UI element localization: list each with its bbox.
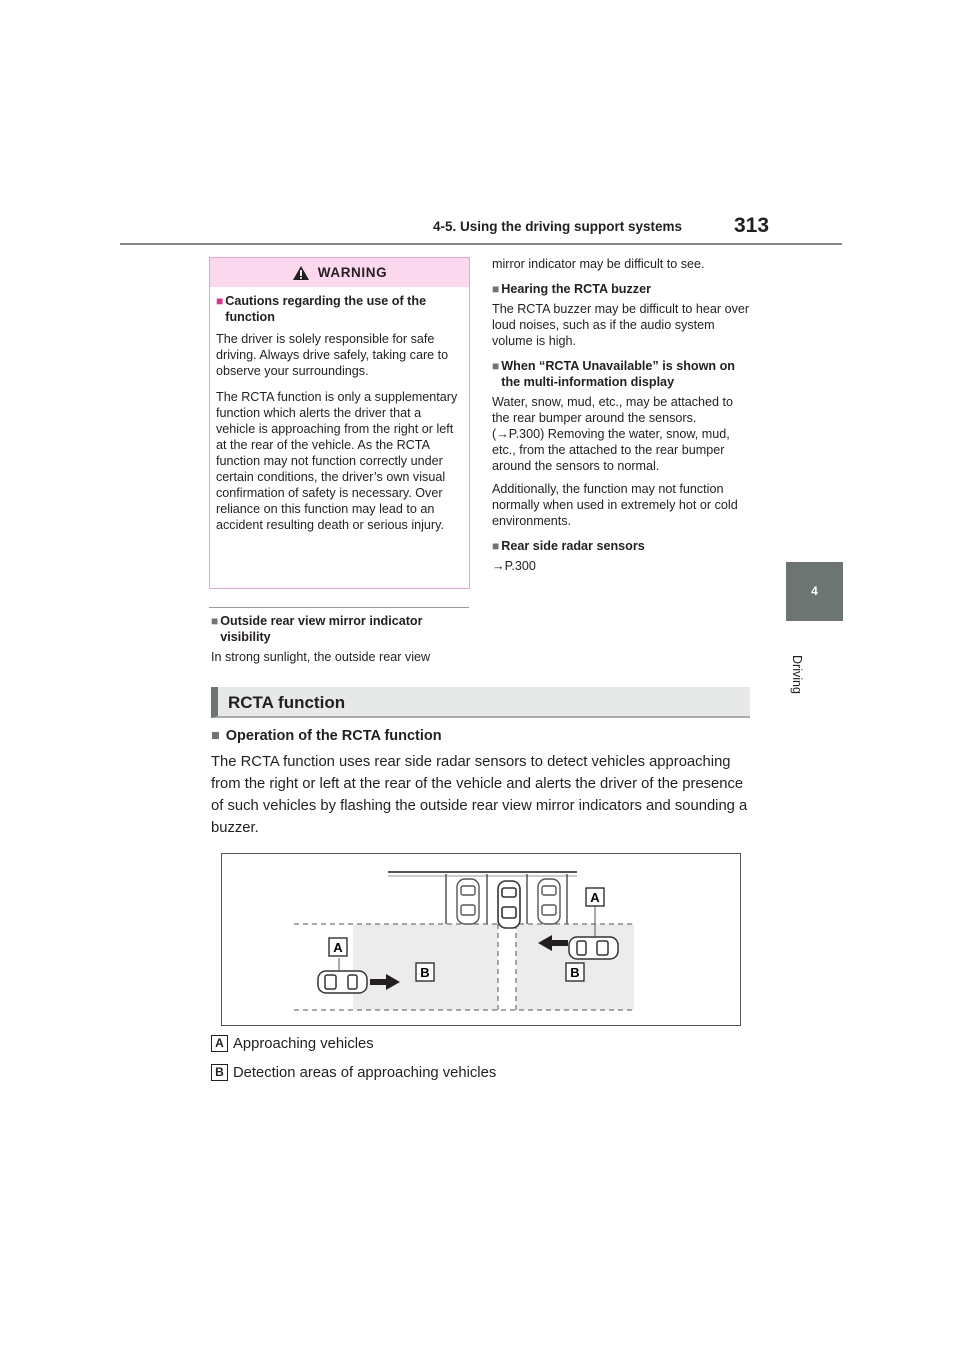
- mirror-text: In strong sunlight, the outside rear view: [211, 650, 431, 664]
- svg-text:A: A: [333, 940, 343, 955]
- legend-key: A: [211, 1035, 228, 1052]
- chapter-tab: 4: [786, 562, 843, 621]
- square-bullet-icon: ■: [211, 728, 220, 744]
- legend-item-a: [211, 1035, 374, 1052]
- square-bullet-icon: ■: [492, 539, 500, 553]
- approaching-car-right: [569, 937, 618, 959]
- section-banner: RCTA function: [211, 687, 750, 718]
- square-bullet-icon: ■: [492, 282, 500, 296]
- page-number: 313: [734, 214, 770, 237]
- right-column: [492, 256, 750, 581]
- legend-item-b: [211, 1064, 496, 1081]
- label-a-right: [586, 888, 604, 906]
- square-bullet-icon: ■: [216, 294, 224, 308]
- label-a-left: [329, 938, 347, 956]
- header-rule: [120, 243, 842, 245]
- unavailable-text: Additionally, the function may not function normally when used in extremely hot or cold environments.: [492, 482, 738, 528]
- operation-body: The RCTA function uses rear side radar sensors to detect vehicles approaching from the right or left at the rear of the vehicle and alerts the driver of the presence of such vehicles by flashing the outside rear view mirror indicators and sounding a buzzer.: [211, 754, 748, 836]
- svg-text:B: B: [570, 965, 580, 980]
- legend-key: B: [211, 1064, 228, 1081]
- warning-header: [210, 258, 469, 287]
- operation-heading: ■ Operation of the RCTA function: [211, 728, 442, 744]
- label-b-left: [416, 963, 434, 981]
- label-b-right: [566, 963, 584, 981]
- parked-car: [538, 879, 560, 924]
- warning-paragraph: The driver is solely responsible for safe driving. Always drive safely, taking care to observe your surroundings.: [216, 332, 449, 378]
- square-bullet-icon: ■: [211, 614, 219, 628]
- buzzer-text: The RCTA buzzer may be difficult to hear over loud noises, such as if the audio system volume is high.: [492, 302, 750, 348]
- warning-subheading: ■ Cautions regarding the use of the function: [216, 294, 427, 324]
- reversing-car: [498, 881, 520, 928]
- unavailable-subheading: ■ When “RCTA Unavailable” is shown on the multi-information display: [492, 359, 735, 389]
- mirror-text-cont: mirror indicator may be difficult to see.: [492, 257, 705, 271]
- buzzer-subheading: ■ Hearing the RCTA buzzer: [492, 282, 651, 296]
- rcta-diagram: [221, 853, 741, 1026]
- column-divider: [209, 607, 469, 608]
- warning-paragraph: The RCTA function is only a supplementary function which alerts the driver that a vehicle is approaching from the right or left at the rear of the vehicle. As the RCTA function may not function correctly under certain conditions, the driver’s own visual confirmation of safety is necessary. Over reliance on this function may lead to an accident resulting death or serious injury.: [216, 390, 458, 532]
- warning-title: WARNING: [317, 265, 388, 280]
- legend-text: Detection areas of approaching vehicles: [233, 1064, 497, 1081]
- square-bullet-icon: ■: [492, 359, 500, 373]
- unavailable-text: Water, snow, mud, etc., may be attached to the rear bumper around the sensors. (→P.300) Removing the water, snow, mud, etc., from the attached to the rear bumper around the sensors to normal.: [492, 395, 734, 473]
- radar-reference: →P.300: [492, 559, 536, 573]
- legend-text: Approaching vehicles: [233, 1035, 374, 1052]
- radar-subheading: ■ Rear side radar sensors: [492, 539, 645, 553]
- parked-car: [457, 879, 479, 924]
- svg-text:B: B: [420, 965, 430, 980]
- mirror-subheading: ■ Outside rear view mirror indicator visibility: [211, 614, 423, 644]
- warning-box: [209, 257, 470, 589]
- left-column: [211, 613, 469, 672]
- warning-triangle-icon: [292, 265, 310, 281]
- svg-text:A: A: [590, 890, 600, 905]
- parking-diagram: [222, 854, 740, 1025]
- section-title: 4-5. Using the driving support systems: [433, 219, 683, 234]
- approaching-car-left: [318, 971, 367, 993]
- chapter-label: Driving: [790, 655, 804, 694]
